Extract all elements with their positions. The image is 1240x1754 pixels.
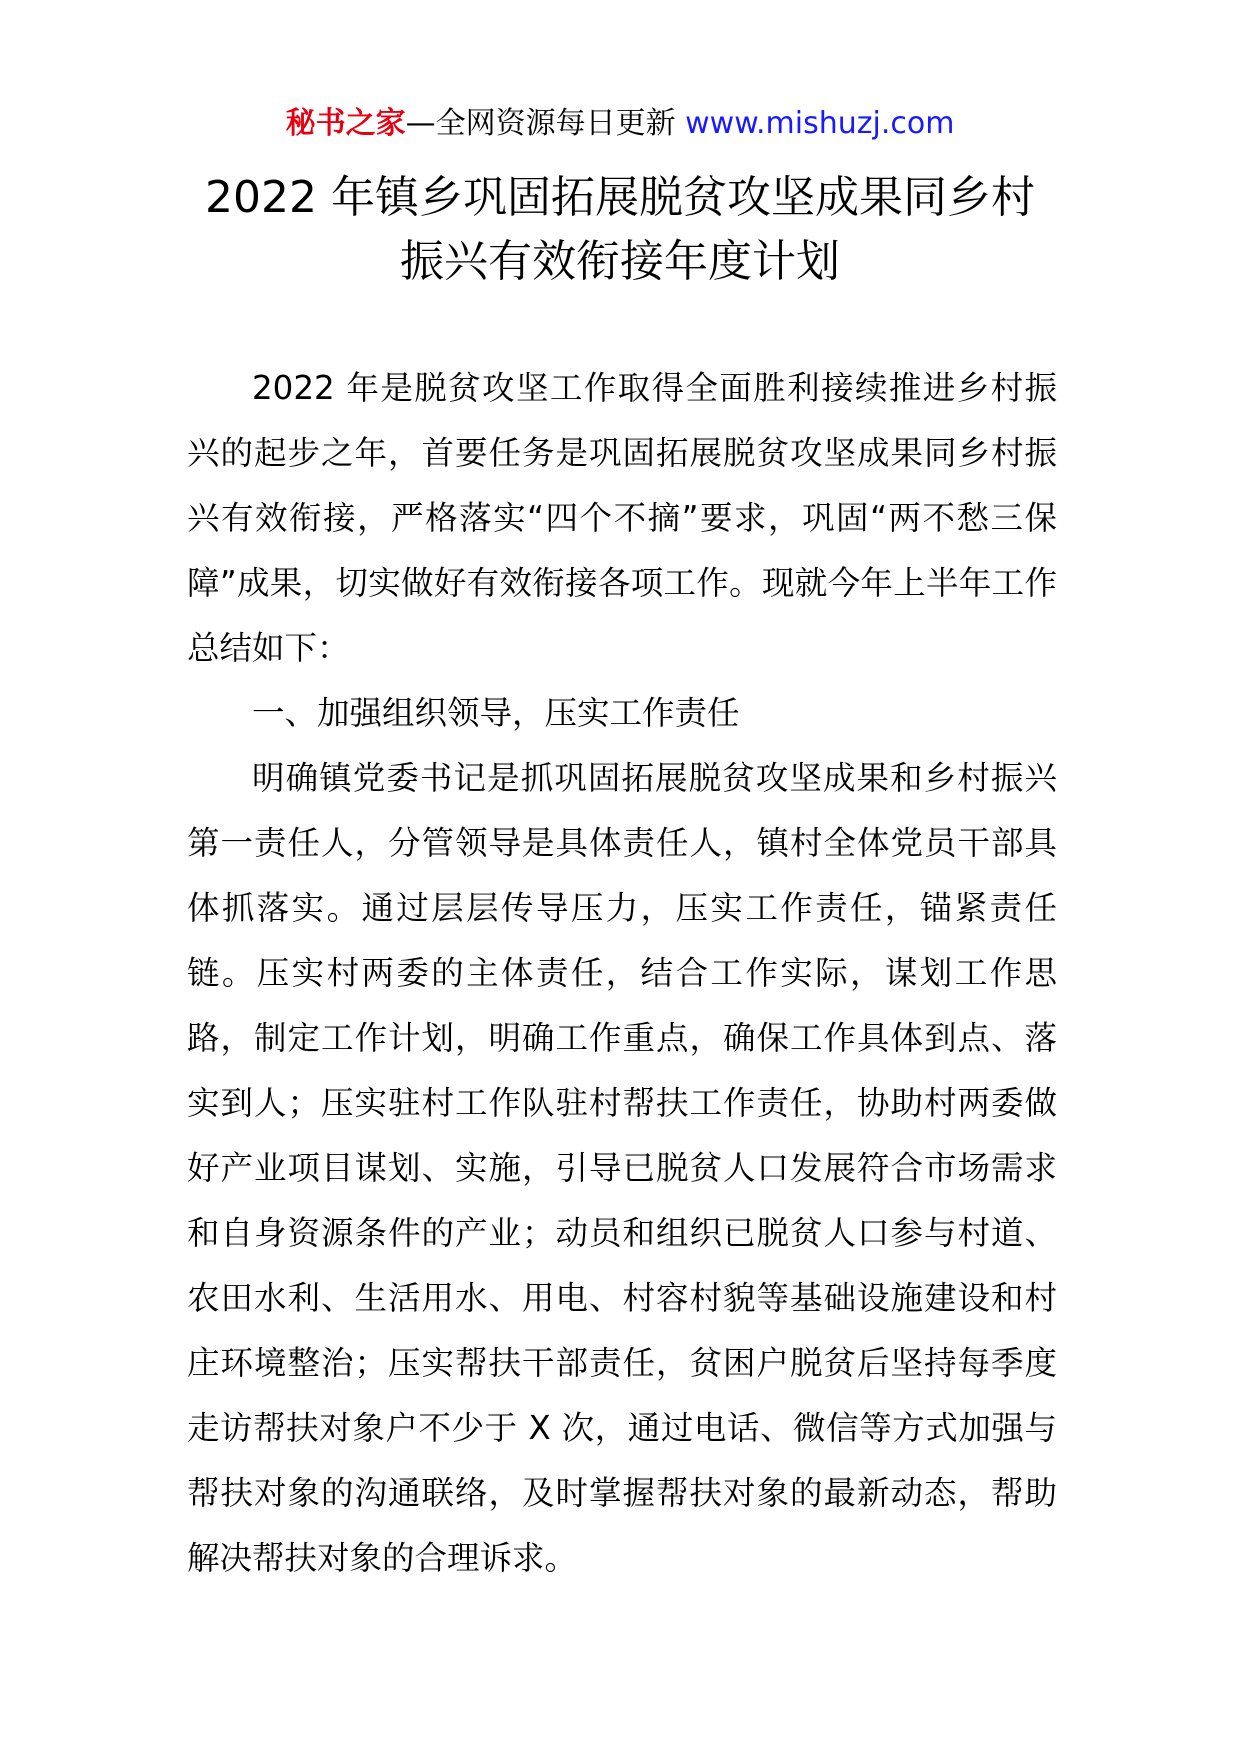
site-header (0, 104, 1240, 144)
intro-paragraph: 2022 年是脱贫攻坚工作取得全面胜利接续推进乡村振兴的起步之年，首要任务是巩固拓展脱贫攻坚成果同乡村振兴有效衔接，严格落实“四个不摘”要求，巩固“两不愁三保障”成果，切实做好有效衔接各项工作。现就今年上半年工作总结如下： (187, 369, 1057, 667)
section-1-paragraph: 明确镇党委书记是抓巩固拓展脱贫攻坚成果和乡村振兴第一责任人，分管领导是具体责任人，镇村全体党员干部具体抓落实。通过层层传导压力，压实工作责任，锚紧责任链。压实村两委的主体责任，结合工作实际，谋划工作思路，制定工作计划，明确工作重点，确保工作具体到点、落实到人；压实驻村工作队驻村帮扶工作责任，协助村两委做好产业项目谋划、实施，引导已脱贫人口发展符合市场需求和自身资源条件的产业；动员和组织已脱贫人口参与村道、农田水利、生活用水、用电、村容村貌等基础设施建设和村庄环境整治；压实帮扶干部责任，贫困户脱贫后坚持每季度走访帮扶对象户不少于 X 次，通过电话、微信等方式加强与帮扶对象的沟通联络，及时掌握帮扶对象的最新动态，帮助解决帮扶对象的合理诉求。 (187, 759, 1057, 1577)
document-title (150, 166, 1090, 294)
site-url-link[interactable]: www.mishuzj.com (685, 106, 955, 141)
section-heading-1: 一、加强组织领导，压实工作责任 (252, 694, 740, 732)
document-title-line-1: 2022 年镇乡巩固拓展脱贫攻坚成果同乡村 (205, 172, 1035, 223)
document-body (187, 356, 1057, 1591)
site-slogan: —全网资源每日更新 (405, 106, 686, 141)
document-title-line-2: 振兴有效衔接年度计划 (400, 236, 840, 287)
site-brand: 秘书之家 (285, 106, 406, 141)
